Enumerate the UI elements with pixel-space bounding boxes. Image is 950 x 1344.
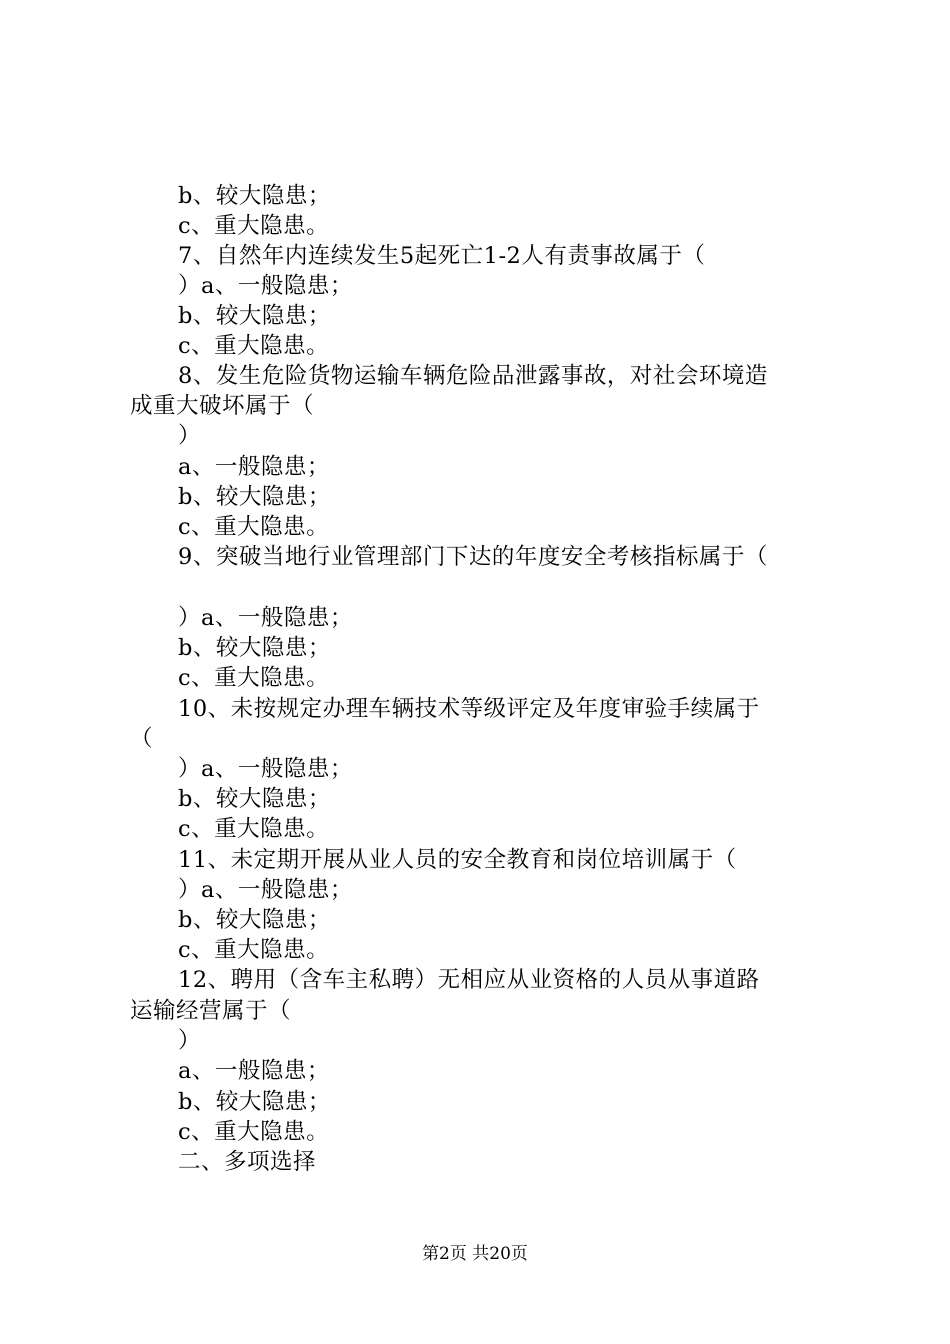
- section-heading: 二、多项选择: [178, 1149, 317, 1175]
- text-line: 运输经营属于（: [130, 998, 292, 1024]
- text-line: 7、自然年内连续发生5起死亡1-2人有责事故属于（: [178, 243, 706, 269]
- text-line: c、重大隐患。: [178, 816, 330, 842]
- text-line: a、一般隐患；: [178, 454, 330, 480]
- text-line: b、较大隐患；: [178, 907, 331, 933]
- text-line: c、重大隐患。: [178, 937, 330, 963]
- text-line: 11、未定期开展从业人员的安全教育和岗位培训属于（: [178, 847, 737, 873]
- text-line: ）: [178, 1028, 202, 1054]
- text-line: b、较大隐患；: [178, 303, 331, 329]
- text-line: b、较大隐患；: [178, 635, 331, 661]
- text-line: （: [130, 726, 154, 752]
- text-line: ）a、一般隐患；: [178, 273, 353, 299]
- text-line: 9、突破当地行业管理部门下达的年度安全考核指标属于（: [178, 544, 768, 570]
- text-line: ）: [178, 423, 202, 449]
- text-line: c、重大隐患。: [178, 665, 330, 691]
- text-line: b、较大隐患；: [178, 786, 331, 812]
- text-line: c、重大隐患。: [178, 213, 330, 239]
- text-line: ）a、一般隐患；: [178, 756, 353, 782]
- text-line: ）a、一般隐患；: [178, 877, 353, 903]
- text-line: c、重大隐患。: [178, 514, 330, 540]
- text-line: a、一般隐患；: [178, 1058, 330, 1084]
- text-line: b、较大隐患；: [178, 1089, 331, 1115]
- text-line: 8、发生危险货物运输车辆危险品泄露事故，对社会环境造: [178, 363, 768, 389]
- text-line: 12、聘用（含车主私聘）无相应从业资格的人员从事道路: [178, 967, 760, 993]
- text-line: 成重大破坏属于（: [130, 393, 315, 419]
- text-line: c、重大隐患。: [178, 1119, 330, 1145]
- page-number-footer: 第2页 共20页: [422, 1244, 528, 1264]
- text-line: b、较大隐患；: [178, 484, 331, 510]
- text-line: ）a、一般隐患；: [178, 605, 353, 631]
- text-line: c、重大隐患。: [178, 333, 330, 359]
- text-line: b、较大隐患；: [178, 183, 331, 209]
- text-line: 10、未按规定办理车辆技术等级评定及年度审验手续属于: [178, 696, 760, 722]
